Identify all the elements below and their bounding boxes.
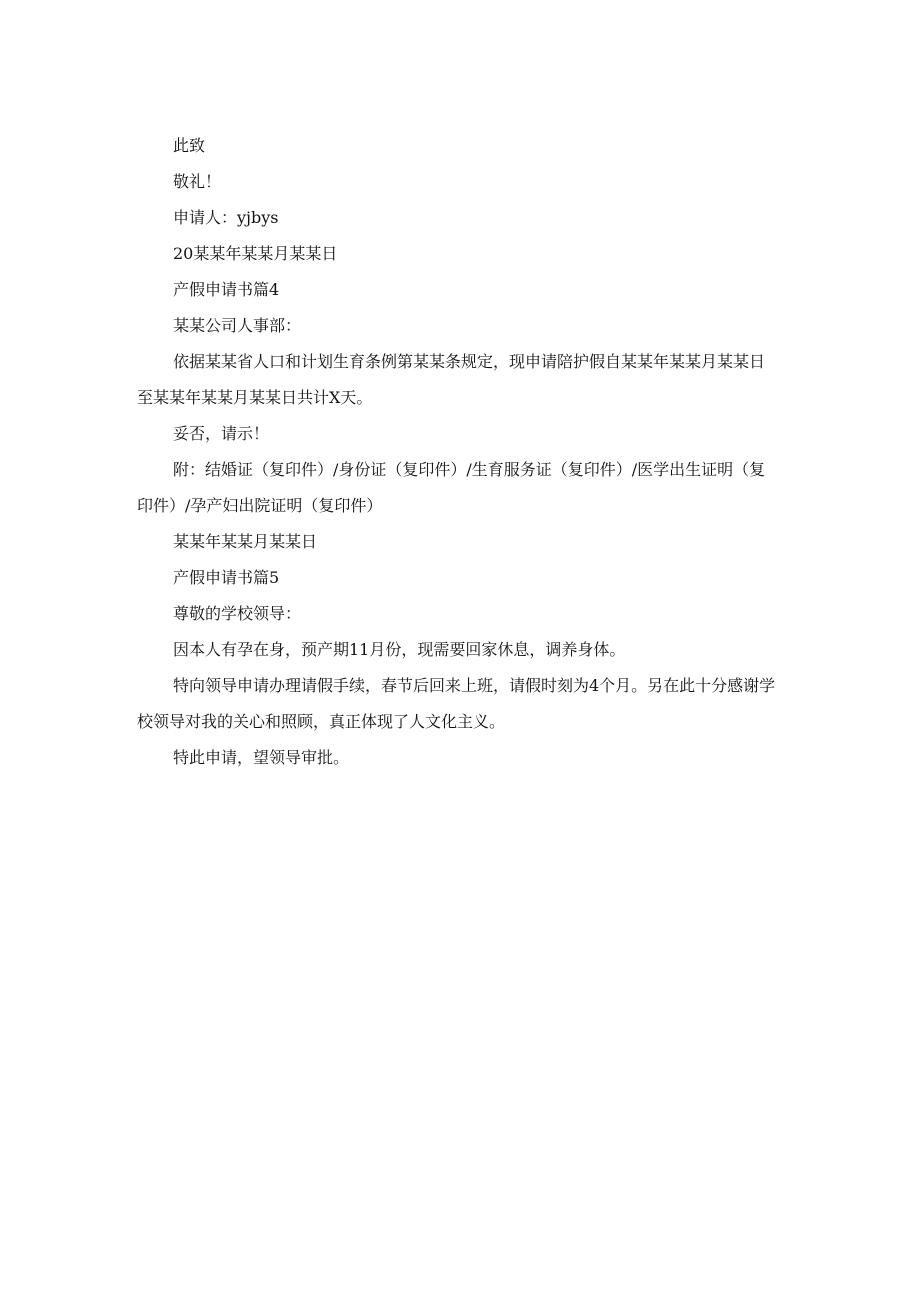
- document-body: [137, 128, 777, 776]
- recipient-line: 尊敬的学校领导：: [173, 604, 302, 623]
- body-paragraph: 依据某某省人口和计划生育条例第某某条规定，现申请陪护假自某某年某某月某某日至某某年某某月某某日共计X天。: [137, 352, 766, 407]
- request-line: 妥否，请示！: [173, 424, 270, 443]
- body-paragraph: 因本人有孕在身，预产期11月份，现需要回家休息，调养身体。: [173, 640, 626, 659]
- date-line: 某某年某某月某某日: [173, 532, 318, 551]
- closing-salutation: 此致: [173, 136, 206, 155]
- section-heading-5: 产假申请书篇5: [173, 568, 280, 587]
- body-paragraph: 特向领导申请办理请假手续，春节后回来上班，请假时刻为4个月。另在此十分感谢学校领导对我的关心和照顾，真正体现了人文化主义。: [137, 676, 776, 731]
- applicant-line: 申请人：yjbys: [173, 208, 279, 227]
- recipient-line: 某某公司人事部：: [173, 316, 302, 335]
- closing-respect: 敬礼！: [173, 172, 222, 191]
- attachments-paragraph: 附：结婚证（复印件）/身份证（复印件）/生育服务证（复印件）/医学出生证明（复印件）/孕产妇出院证明（复印件）: [137, 460, 766, 515]
- date-line: 20某某年某某月某某日: [173, 244, 338, 263]
- closing-request: 特此申请，望领导审批。: [173, 748, 350, 767]
- section-heading-4: 产假申请书篇4: [173, 280, 280, 299]
